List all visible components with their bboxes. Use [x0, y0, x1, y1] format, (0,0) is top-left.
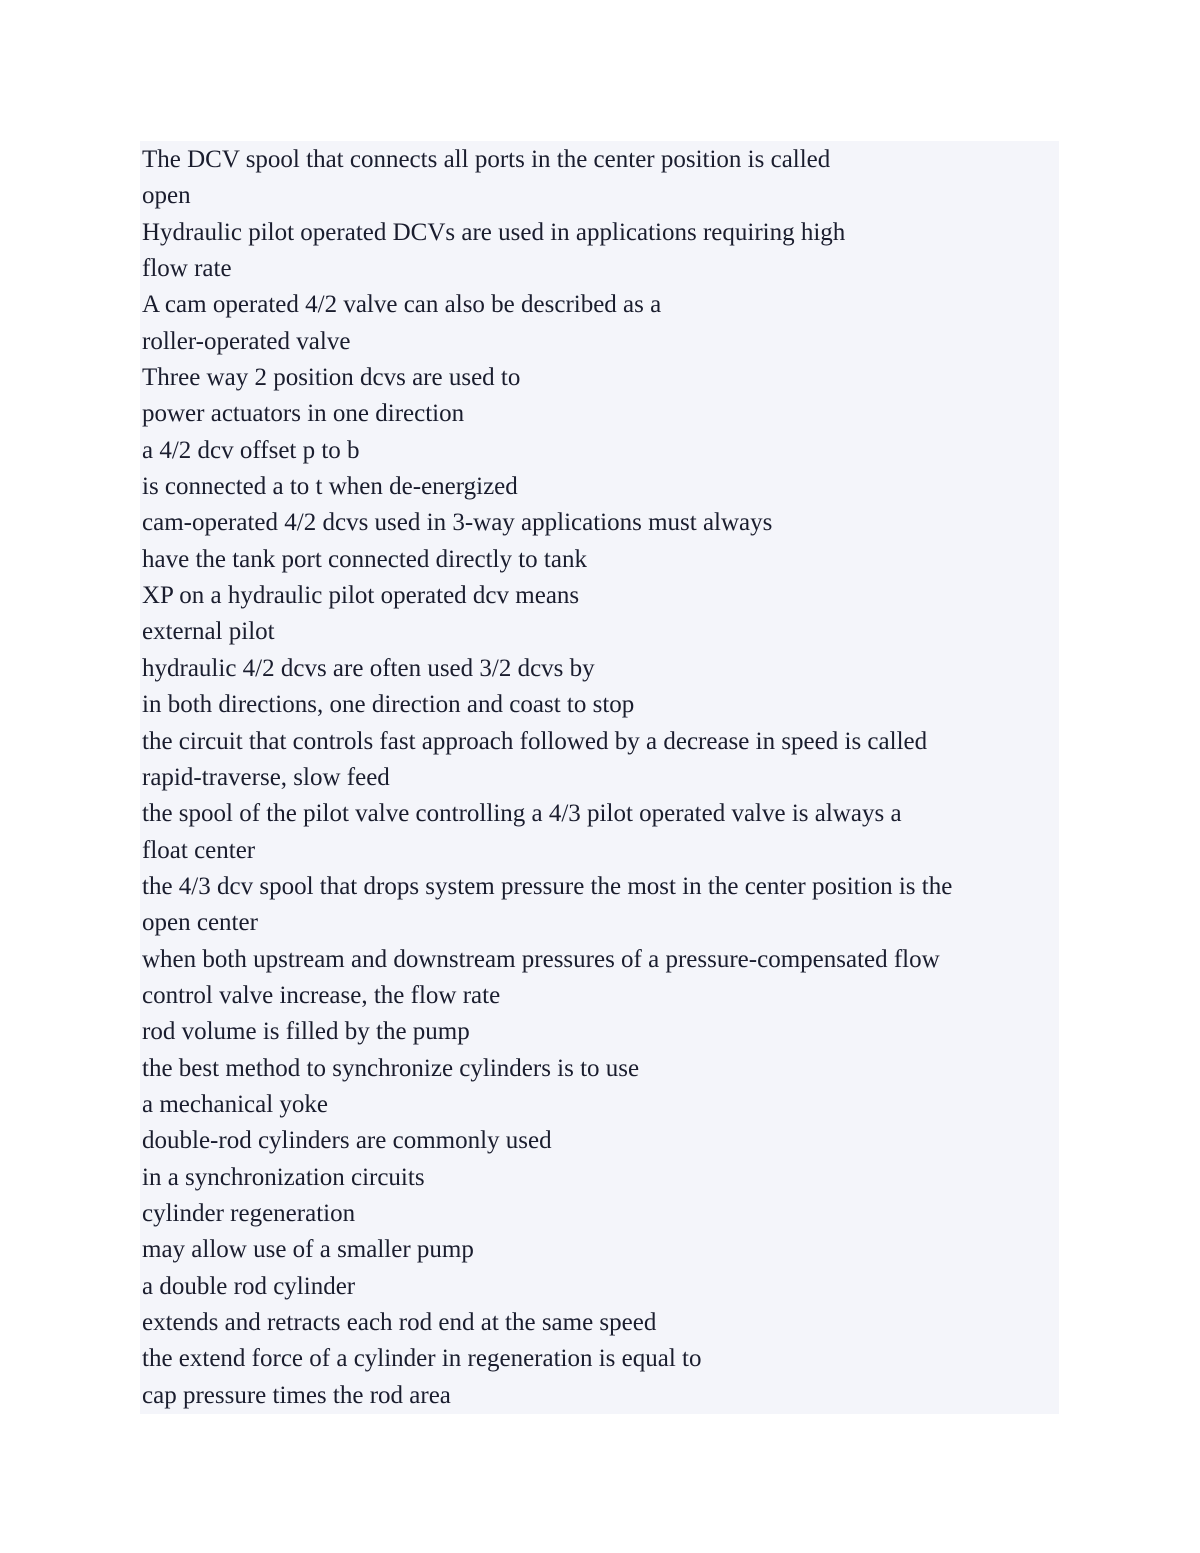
text-line: may allow use of a smaller pump: [142, 1236, 474, 1264]
text-line: flow rate: [142, 255, 232, 283]
text-line: cap pressure times the rod area: [142, 1381, 451, 1409]
text-line: float center: [142, 836, 256, 864]
text-line: rod volume is filled by the pump: [142, 1018, 470, 1046]
text-line: the spool of the pilot valve controlling a 4/3 pilot operated valve is always a: [142, 800, 902, 828]
text-line: the extend force of a cylinder in regeneration is equal to: [142, 1345, 702, 1373]
text-line: the best method to synchronize cylinders is to use: [142, 1054, 640, 1082]
document-text-block: [140, 141, 1059, 1414]
text-line: in a synchronization circuits: [142, 1163, 425, 1191]
text-line: a double rod cylinder: [142, 1272, 356, 1300]
text-line: Three way 2 position dcvs are used to: [142, 364, 521, 392]
text-line: control valve increase, the flow rate: [142, 981, 501, 1009]
text-line: power actuators in one direction: [142, 400, 465, 428]
text-line: extends and retracts each rod end at the same speed: [142, 1309, 657, 1336]
text-line: cam-operated 4/2 dcvs used in 3-way applications must always: [142, 509, 773, 537]
text-line: a mechanical yoke: [142, 1090, 329, 1118]
text-line: The DCV spool that connects all ports in the center position is called: [142, 146, 831, 173]
text-line: A cam operated 4/2 valve can also be described as a: [142, 291, 662, 319]
text-line: rapid-traverse, slow feed: [142, 763, 390, 791]
text-line: is connected a to t when de-energized: [142, 473, 518, 501]
text-line: in both directions, one direction and coast to stop: [142, 691, 635, 719]
text-line: cylinder regeneration: [142, 1199, 356, 1227]
text-line: a 4/2 dcv offset p to b: [142, 436, 360, 464]
text-line: when both upstream and downstream pressures of a pressure-compensated flow: [142, 945, 940, 973]
text-line: the 4/3 dcv spool that drops system pressure the most in the center position is the: [142, 872, 953, 900]
text-line: roller-operated valve: [142, 327, 351, 355]
text-line: Hydraulic pilot operated DCVs are used in applications requiring high: [142, 218, 846, 246]
text-line: have the tank port connected directly to tank: [142, 545, 587, 573]
text-line: open: [142, 182, 191, 210]
text-line: external pilot: [142, 618, 275, 646]
text-line: XP on a hydraulic pilot operated dcv means: [142, 582, 580, 610]
text-line: open center: [142, 909, 258, 937]
text-line: the circuit that controls fast approach followed by a decrease in speed is called: [142, 727, 928, 755]
text-line: hydraulic 4/2 dcvs are often used 3/2 dcvs by: [142, 654, 595, 682]
text-line: double-rod cylinders are commonly used: [142, 1127, 552, 1155]
